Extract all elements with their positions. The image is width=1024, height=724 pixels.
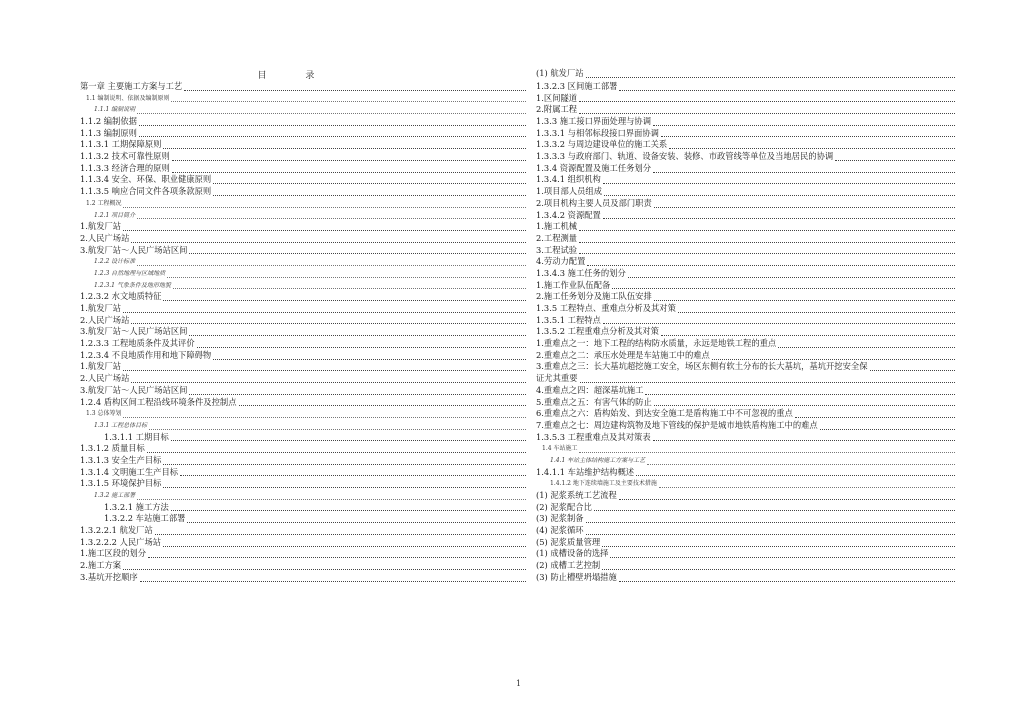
toc-entry[interactable] [80, 221, 527, 233]
toc-entry[interactable] [536, 513, 956, 525]
dot-leader [213, 182, 526, 184]
toc-entry-text: 1.3.1 工程总体目标 [94, 421, 148, 429]
toc-entry-text: 2.人民广场站 [80, 232, 130, 243]
toc-entry-text: 2.人民广场站 [80, 373, 130, 384]
toc-entry[interactable] [536, 291, 956, 303]
dot-leader [239, 404, 527, 406]
toc-entry-text: 1.3.3.2 与周边建设单位的施工关系 [536, 139, 668, 150]
toc-entry[interactable] [80, 280, 527, 292]
toc-entry[interactable] [536, 186, 956, 198]
toc-entry-text: 1.3.4.2 资源配置 [536, 209, 601, 220]
dot-leader [645, 393, 955, 395]
toc-entry[interactable] [80, 420, 527, 432]
toc-entry[interactable] [80, 408, 527, 420]
toc-entry-text: (5) 泥浆质量管理 [536, 536, 601, 547]
toc-entry-text: 1.3.2.2 车站施工部署 [104, 513, 186, 524]
toc-entry-text: 1.3.5.1 工程特点 [536, 314, 601, 325]
toc-entry-text: 1.航发厂站 [80, 221, 122, 232]
dot-leader [189, 393, 526, 395]
toc-entry-text: 3.工程试验 [536, 244, 578, 255]
toc-entry-text: 7.重难点之七：周边建构筑物及地下管线的保护是城市地铁盾构施工中的难点 [536, 419, 818, 430]
toc-entry[interactable] [80, 303, 527, 315]
dot-leader [678, 311, 955, 313]
toc-entry[interactable] [536, 81, 956, 93]
toc-entry[interactable] [80, 139, 527, 151]
dot-leader [163, 486, 526, 488]
dot-leader [123, 568, 526, 570]
dot-leader [586, 521, 955, 523]
toc-entry[interactable] [536, 373, 956, 385]
toc-entry[interactable] [536, 502, 956, 514]
toc-entry[interactable] [80, 116, 527, 128]
toc-entry[interactable] [80, 291, 527, 303]
toc-entry-text: 2.重难点之二：承压水处理是车站施工中的难点 [536, 349, 710, 360]
toc-entry-text: 1.项目部人员组成 [536, 186, 602, 197]
toc-entry[interactable] [536, 467, 956, 479]
toc-entry-text: 1.4 车站施工 [542, 445, 578, 453]
dot-leader [586, 533, 955, 535]
dot-leader [610, 556, 955, 558]
toc-entry[interactable] [80, 572, 527, 584]
toc-entry[interactable] [80, 315, 527, 327]
toc-entry[interactable] [80, 385, 527, 397]
dot-leader [149, 428, 526, 430]
toc-entry-text: 1.航发厂站 [80, 361, 122, 372]
dot-leader [628, 276, 955, 278]
toc-entry[interactable] [536, 490, 956, 502]
dot-leader [654, 206, 955, 208]
dot-leader [213, 194, 526, 196]
toc-entry-text: 2.工程测量 [536, 232, 578, 243]
dot-leader [163, 463, 526, 465]
dot-leader [155, 533, 526, 535]
dot-leader [612, 287, 955, 289]
toc-entry[interactable] [80, 467, 527, 479]
toc-entry-text: 1.4.1 车站主体结构施工方案与工艺 [550, 456, 646, 464]
toc-entry-text: 1.3.4.3 施工任务的划分 [536, 267, 626, 278]
toc-entry-text: 1.2.3 自然地理与区域地质 [94, 269, 166, 277]
toc-entry[interactable] [80, 186, 527, 198]
toc-entry[interactable] [536, 560, 956, 572]
toc-entry[interactable] [80, 362, 527, 374]
toc-entry[interactable] [536, 303, 956, 315]
dot-leader [603, 182, 955, 184]
toc-entry-text: 2.人民广场站 [80, 314, 130, 325]
toc-entry-text: 1.3 总体筹划 [86, 410, 122, 418]
toc-entry[interactable] [80, 198, 527, 210]
dot-leader [580, 381, 956, 383]
toc-entry-text: (3) 防止槽壁坍塌措施 [536, 571, 617, 582]
toc-entry[interactable] [80, 175, 527, 187]
dot-leader [139, 124, 526, 126]
dot-leader [579, 241, 955, 243]
dot-leader [653, 171, 955, 173]
toc-entry[interactable] [80, 525, 527, 537]
toc-entry-text: 1.施工区段的划分 [80, 548, 146, 559]
toc-entry[interactable] [80, 268, 527, 280]
toc-entry[interactable] [536, 116, 956, 128]
dot-leader [137, 498, 526, 500]
toc-entry[interactable] [80, 443, 527, 455]
toc-entry[interactable] [80, 373, 527, 385]
dot-leader [171, 439, 526, 441]
toc-entry[interactable] [536, 221, 956, 233]
toc-entry-text: 4.重难点之四：超深基坑施工 [536, 384, 644, 395]
toc-entry-text: 1.施工机械 [536, 221, 578, 232]
toc-entry-text: 1.3.2 施工部署 [94, 492, 136, 500]
toc-entry-text: 第一章 主要施工方案与工艺 [80, 80, 183, 91]
toc-entry-text: 1.1.3 编制原则 [80, 127, 137, 138]
toc-entry[interactable] [536, 93, 956, 105]
dot-leader [140, 580, 526, 582]
toc-entry-text: 1.3.2.2.2 人民广场站 [80, 536, 162, 547]
toc-entry[interactable] [536, 408, 956, 420]
dot-leader [870, 369, 956, 371]
dot-leader [137, 112, 526, 114]
toc-entry-text: 3.基坑开挖顺序 [80, 571, 138, 582]
toc-right-top [536, 68, 956, 80]
toc-entry[interactable] [536, 104, 956, 116]
toc-entry-text: 1.4.1.1 车站维护结构概述 [536, 466, 635, 477]
dot-leader [661, 334, 955, 336]
toc-entry[interactable] [80, 397, 527, 409]
dot-leader [213, 358, 526, 360]
dot-leader [189, 334, 526, 336]
toc-entry-text: 1.1.3.4 安全、环保、职业健康原则 [80, 174, 212, 185]
toc-entry[interactable] [536, 139, 956, 151]
toc-entry[interactable] [536, 315, 956, 327]
toc-entry-text: 2.施工方案 [80, 560, 122, 571]
toc-right-column [536, 81, 956, 584]
toc-entry[interactable] [536, 233, 956, 245]
toc-entry-text: (1) 航发厂站 [536, 67, 584, 78]
toc-entry-text: 3.航发厂站～人民广场站区间 [80, 326, 188, 337]
toc-entry-text: 1.1.3.3 经济合理的原则 [80, 162, 170, 173]
toc-entry-text: 1.施工作业队伍配备 [536, 279, 611, 290]
dot-leader [603, 322, 955, 324]
toc-entry[interactable] [80, 455, 527, 467]
toc-entry-text: 1.3.5.3 工程重难点及其对策表 [536, 431, 651, 442]
dot-leader [820, 428, 955, 430]
toc-entry-text: (4) 泥浆循环 [536, 525, 584, 536]
toc-entry[interactable] [80, 338, 527, 350]
dot-leader [619, 498, 955, 500]
toc-entry-text: 1.2.3.1 气象条件及地形地貌 [94, 281, 171, 289]
toc-entry[interactable] [80, 350, 527, 362]
toc-entry-text: 2.施工任务划分及施工队伍安排 [536, 291, 652, 302]
toc-entry-text: (2) 泥浆配合比 [536, 501, 592, 512]
toc-entry-text: 3.航发厂站～人民广场站区间 [80, 244, 188, 255]
dot-leader [180, 474, 526, 476]
toc-entry-text: 1.2.2 设计标准 [94, 258, 136, 266]
toc-entry-text: 证尤其重要 [536, 373, 578, 384]
toc-entry-text: 1.3.3.3 与政府部门、轨道、设备安装、装修、市政管线等单位及当地居民的协调 [536, 151, 834, 162]
toc-entry[interactable] [80, 513, 527, 525]
dot-leader [131, 322, 526, 324]
toc-entry[interactable] [80, 549, 527, 561]
dot-leader [603, 217, 955, 219]
toc-entry[interactable] [80, 502, 527, 514]
toc-entry[interactable] [80, 490, 527, 502]
toc-entry-text: 1.1.3.2 技术可靠性原则 [80, 151, 170, 162]
toc-entry-text: 1.3.4 资源配置及施工任务划分 [536, 162, 652, 173]
dot-leader [187, 521, 526, 523]
dot-leader [123, 416, 526, 418]
toc-entry-text: 1.3.4.1 组织机构 [536, 174, 601, 185]
toc-entry[interactable] [536, 478, 956, 490]
toc-entry-text: (1) 泥浆系统工艺流程 [536, 490, 617, 501]
toc-entry-text: 4.劳动力配置 [536, 256, 586, 267]
toc-entry-text: 1.3.1.2 质量目标 [80, 443, 145, 454]
toc-entry-text: 1.2.4 盾构区间工程沿线环境条件及控制点 [80, 396, 237, 407]
toc-entry[interactable] [536, 525, 956, 537]
toc-entry-text: 1.1.3.5 响应合同文件各项条款原则 [80, 186, 212, 197]
toc-entry-text: 1.2.3.2 水文地质特征 [80, 291, 162, 302]
toc-entry-text: 1.3.5.2 工程重难点分析及其对策 [536, 326, 659, 337]
toc-entry[interactable] [80, 163, 527, 175]
toc-entry[interactable] [80, 432, 527, 444]
toc-entry-text: 1.3.2.3 区间施工部署 [536, 80, 618, 91]
toc-entry[interactable] [80, 210, 527, 222]
toc-entry[interactable] [536, 268, 956, 280]
toc-entry[interactable] [536, 432, 956, 444]
toc-entry-text: 1.1 编制说明、依据及编制原则 [86, 94, 170, 102]
dot-leader [137, 264, 526, 266]
toc-entry-text: 1.3.1.1 工期目标 [104, 431, 169, 442]
dot-leader [636, 474, 955, 476]
dot-leader [163, 545, 526, 547]
toc-entry[interactable] [536, 280, 956, 292]
toc-entry[interactable] [536, 455, 956, 467]
toc-entry-text: 1.3.1.3 安全生产目标 [80, 454, 162, 465]
toc-entry-text: 1.重难点之一：地下工程的结构防水质量，永远是地铁工程的重点 [536, 338, 777, 349]
toc-entry[interactable] [536, 572, 956, 584]
dot-leader [148, 556, 526, 558]
dot-leader [579, 100, 955, 102]
dot-leader [586, 76, 955, 78]
dot-leader [171, 509, 526, 511]
toc-entry-text: 6.重难点之六：盾构始发、到达安全施工是盾构施工中不可忽视的重点 [536, 408, 793, 419]
toc-entry-text: 1.4.1.2 地下连续墙施工及主要技术措施 [550, 480, 657, 488]
toc-entry-text: 1.1.2 编制依据 [80, 116, 137, 127]
dot-leader [659, 486, 955, 488]
dot-leader [147, 451, 526, 453]
toc-entry-text: (3) 泥浆制备 [536, 513, 584, 524]
toc-entry[interactable] [80, 233, 527, 245]
toc-entry[interactable] [536, 420, 956, 432]
toc-entry[interactable] [80, 537, 527, 549]
dot-leader [654, 404, 955, 406]
dot-leader [172, 159, 526, 161]
dot-leader [602, 545, 955, 547]
toc-entry[interactable] [80, 104, 527, 116]
toc-entry-text: 1.2.1 项目简介 [94, 211, 136, 219]
toc-entry-text: 1.3.3.1 与相邻标段接口界面协调 [536, 127, 659, 138]
dot-leader [139, 135, 526, 137]
dot-leader [123, 311, 526, 313]
dot-leader [579, 229, 955, 231]
toc-entry-text: 2.附属工程 [536, 104, 578, 115]
toc-entry[interactable] [536, 350, 956, 362]
dot-leader [123, 369, 526, 371]
toc-entry[interactable] [80, 560, 527, 572]
toc-entry[interactable] [536, 326, 956, 338]
toc-entry-text: 1.1.1 编制说明 [94, 106, 136, 114]
dot-leader [619, 89, 955, 91]
dot-leader [137, 217, 526, 219]
toc-entry-text: 1.2.3.4 不良地质作用和地下障碍物 [80, 349, 212, 360]
toc-entry[interactable] [536, 256, 956, 268]
toc-entry-text: 3.航发厂站～人民广场站区间 [80, 384, 188, 395]
dot-leader [579, 451, 955, 453]
toc-entry-text: 1.3.1.4 文明施工生产目标 [80, 466, 179, 477]
dot-leader [653, 439, 955, 441]
toc-entry-text: (1) 成槽设备的选择 [536, 548, 609, 559]
toc-entry[interactable] [80, 81, 527, 93]
dot-leader [173, 287, 526, 289]
dot-leader [778, 346, 955, 348]
dot-leader [171, 100, 526, 102]
toc-entry[interactable] [80, 93, 527, 105]
dot-leader [184, 89, 526, 91]
toc-entry[interactable] [536, 68, 956, 80]
dot-leader [163, 299, 526, 301]
toc-entry-text: (2) 成槽工艺控制 [536, 560, 601, 571]
toc-entry[interactable] [536, 245, 956, 257]
toc-title: 目 录 [257, 71, 333, 81]
dot-leader [579, 112, 955, 114]
toc-entry-text: 1.3.2.1 施工方法 [104, 501, 169, 512]
dot-leader [669, 147, 955, 149]
dot-leader [619, 580, 955, 582]
dot-leader [594, 509, 955, 511]
dot-leader [835, 159, 955, 161]
dot-leader [653, 124, 955, 126]
toc-entry-text: 1.1.3.1 工期保障原则 [80, 139, 162, 150]
dot-leader [167, 276, 526, 278]
dot-leader [123, 206, 526, 208]
dot-leader [172, 171, 526, 173]
dot-leader [647, 463, 955, 465]
toc-entry[interactable] [536, 338, 956, 350]
toc-entry-text: 2.项目机构主要人员及部门职责 [536, 197, 652, 208]
toc-entry-text: 1.3.3 施工接口界面处理与协调 [536, 116, 652, 127]
toc-entry[interactable] [536, 210, 956, 222]
toc-entry[interactable] [536, 128, 956, 140]
dot-leader [604, 194, 955, 196]
dot-leader [712, 358, 955, 360]
toc-entry[interactable] [536, 537, 956, 549]
dot-leader [131, 381, 526, 383]
toc-entry-text: 5.重难点之五：有害气体的防止 [536, 396, 652, 407]
toc-entry[interactable] [80, 256, 527, 268]
toc-entry[interactable] [80, 151, 527, 163]
dot-leader [587, 264, 955, 266]
toc-entry[interactable] [80, 245, 527, 257]
dot-leader [131, 241, 526, 243]
dot-leader [602, 568, 955, 570]
toc-entry-text: 1.航发厂站 [80, 303, 122, 314]
toc-entry-text: 1.2 工程概况 [86, 199, 122, 207]
page-number: 1 [516, 679, 522, 688]
toc-entry-text: 3.重难点之三：长大基坑超挖施工安全，场区东侧有软土分布的长大基坑，基坑开挖安全保 [536, 361, 868, 372]
dot-leader [654, 299, 955, 301]
dot-leader [795, 416, 955, 418]
toc-entry[interactable] [80, 128, 527, 140]
toc-entry[interactable] [536, 443, 956, 455]
toc-entry[interactable] [80, 478, 527, 490]
dot-leader [579, 252, 955, 254]
toc-left-column [80, 81, 527, 584]
dot-leader [189, 252, 526, 254]
toc-entry-text: 1.3.1.5 环境保护目标 [80, 478, 162, 489]
toc-entry[interactable] [536, 549, 956, 561]
dot-leader [197, 346, 526, 348]
toc-entry[interactable] [536, 397, 956, 409]
toc-entry[interactable] [536, 175, 956, 187]
dot-leader [661, 135, 955, 137]
toc-entry[interactable] [80, 326, 527, 338]
toc-entry-text: 1.3.2.2.1 航发厂站 [80, 525, 153, 536]
toc-entry-text: 1.3.5 工程特点、重难点分析及其对策 [536, 303, 676, 314]
toc-entry[interactable] [536, 198, 956, 210]
dot-leader [123, 229, 526, 231]
dot-leader [163, 147, 526, 149]
toc-entry-text: 1.区间隧道 [536, 92, 578, 103]
toc-entry[interactable] [536, 151, 956, 163]
toc-entry-text: 1.2.3.3 工程地质条件及其评价 [80, 338, 195, 349]
toc-entry[interactable] [536, 362, 956, 374]
toc-entry[interactable] [536, 163, 956, 175]
toc-entry[interactable] [536, 385, 956, 397]
